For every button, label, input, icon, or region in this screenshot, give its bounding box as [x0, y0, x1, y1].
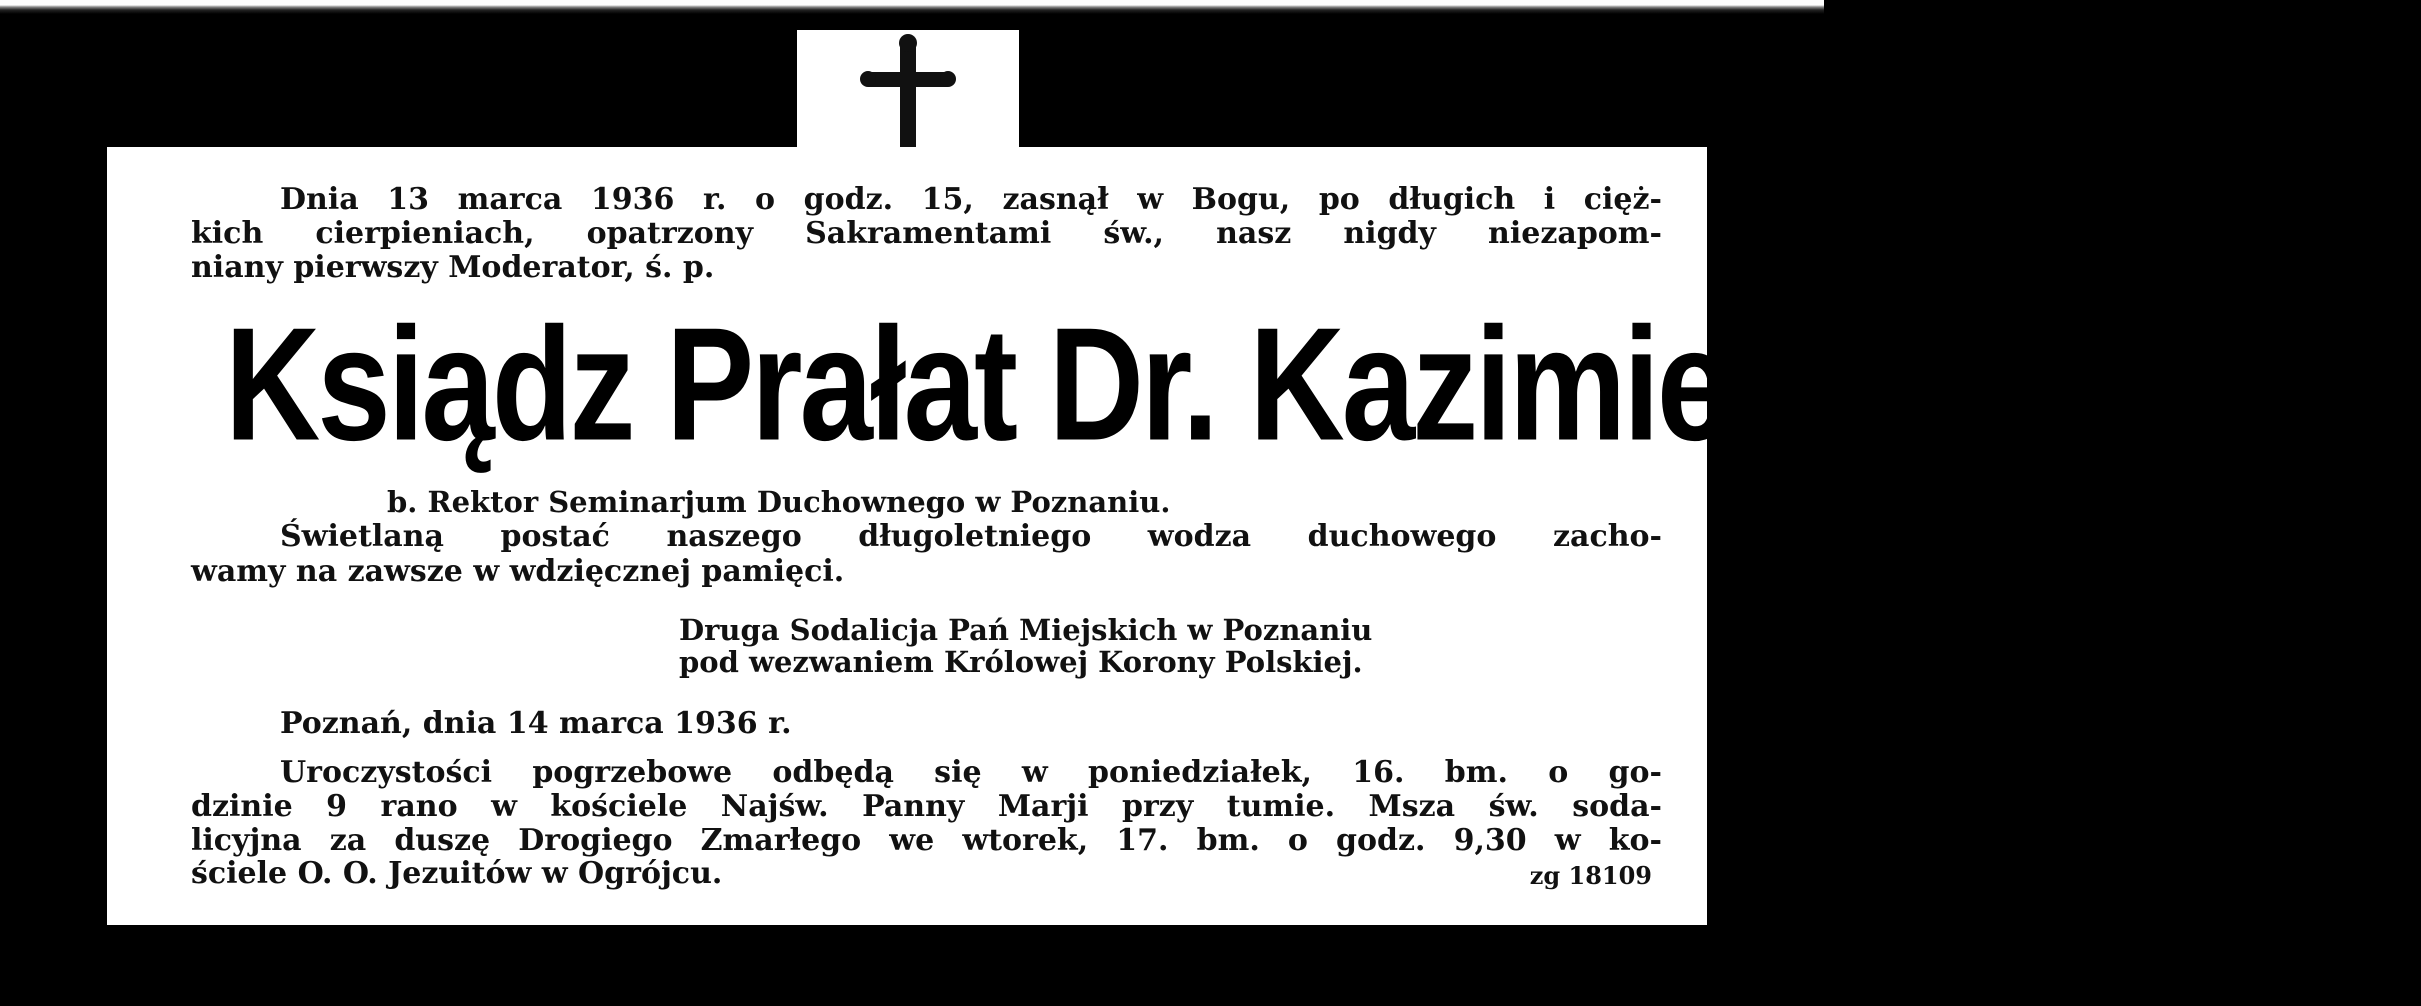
date-line: Poznań, dnia 14 marca 1936 r. — [280, 706, 792, 741]
funeral-line-2: dzinie 9 rano w kościele Najśw. Panny Marji przy tumie. Msza św. soda- — [191, 789, 1662, 824]
tribute-line-1: Świetlaną postać naszego długoletniego wodza duchowego zacho- — [280, 519, 1662, 554]
deceased-name: Ksiądz Prałat Dr. Kazimierz Rolewski — [225, 294, 2421, 474]
signature-line-2: pod wezwaniem Królowej Korony Polskiej. — [679, 645, 1363, 679]
intro-line-3: niany pierwszy Moderator, ś. p. — [191, 250, 715, 285]
signature-line-1: Druga Sodalicja Pań Miejskich w Poznaniu — [679, 613, 1373, 647]
top-rule — [0, 0, 1824, 14]
funeral-line-3: licyjna za duszę Drogiego Zmarłego we wtorek, 17. bm. o godz. 9,30 w ko- — [191, 823, 1662, 858]
reference-number: zg 18109 — [1529, 861, 1652, 890]
intro-line-2: kich cierpieniach, opatrzony Sakramentami św., nasz nigdy niezapom- — [191, 216, 1662, 251]
intro-line-1: Dnia 13 marca 1936 r. o godz. 15, zasnął w Bogu, po długich i cięż- — [280, 182, 1662, 217]
funeral-line-4: ściele O. O. Jezuitów w Ogrójcu. — [191, 856, 723, 891]
obituary-notice — [107, 147, 2421, 925]
funeral-line-1: Uroczystości pogrzebowe odbędą się w poniedziałek, 16. bm. o go- — [280, 755, 1662, 790]
tribute-line-2: wamy na zawsze w wdzięcznej pamięci. — [191, 554, 845, 589]
deceased-title: b. Rektor Seminarjum Duchownego w Poznaniu. — [387, 485, 1171, 519]
